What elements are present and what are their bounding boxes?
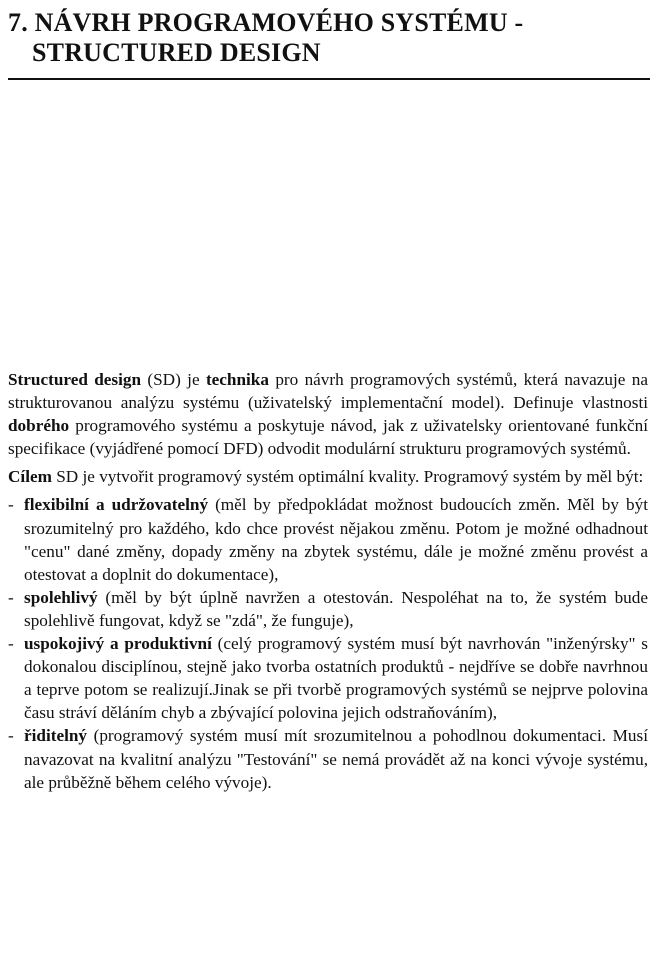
list-item-term: flexibilní a udržovatelný xyxy=(24,495,209,515)
list-item xyxy=(8,586,648,632)
para1-text-3: programového systému a poskytuje návod, jak z uživatelsky orientované funkční specifikace (vyjádřené pomocí DFD) odvodit modulární strukturu programových systémů. xyxy=(8,416,648,459)
chapter-heading-line1: 7. NÁVRH PROGRAMOVÉHO SYSTÉMU - xyxy=(8,8,524,37)
list-item-text: (celý programový systém musí být navrhován "inženýrsky" s dokonalou disciplínou, stejně jako tvorba ostatních produktů - nejdříve se dobře navrhnou a teprve potom se realizují.Jinak se při tvorbě programových systémů se nejprve polovina času stráví děláním chyb a zbývající polovina jejich odstraňováním), xyxy=(24,634,648,723)
para1-text-2: pro návrh programových systémů, která navazuje na strukturovanou analýzu systému (uživatelský implementační model). Definuje vlastnosti xyxy=(8,370,648,413)
list-dash: - xyxy=(8,495,14,515)
list-item xyxy=(8,493,648,585)
list-item-term: spolehlivý xyxy=(24,587,98,607)
list-dash: - xyxy=(8,634,14,654)
list-item xyxy=(8,724,648,793)
list-dash: - xyxy=(8,726,14,746)
paragraph-goal xyxy=(8,465,648,488)
body-text xyxy=(8,368,648,794)
list-item-term: uspokojivý a produktivní xyxy=(24,634,212,654)
list-item-text: (programový systém musí mít srozumitelnou a pohodlnou dokumentaci. Musí navazovat na kvalitní analýzu "Testování" se nemá provádět až na konci vývoje systému, ale průběžně během celého vývoje). xyxy=(24,726,648,792)
list-item-text: (měl by předpokládat možnost budoucích změn. Měl by být srozumitelný pro každého, kdo chce provést nějakou změnu. Potom je možné odhadnout "cenu" dané změny, dopady změny na zbytek systému, dále je možné změnu provést a otestovat a doplnit do dokumentace), xyxy=(24,495,648,584)
term-dobreho: dobrého xyxy=(8,416,70,436)
term-cilem: Cílem xyxy=(8,467,52,487)
heading-rule xyxy=(8,78,650,80)
term-technika: technika xyxy=(205,370,269,389)
list-dash: - xyxy=(8,587,14,607)
list-item xyxy=(8,632,648,724)
chapter-heading xyxy=(8,8,648,68)
chapter-heading-line2: STRUCTURED DESIGN xyxy=(32,38,321,67)
para1-text-1: (SD) je xyxy=(141,370,206,389)
quality-list xyxy=(8,493,648,793)
term-structured-design: Structured design xyxy=(8,370,142,389)
para2-text-1: SD je vytvořit programový systém optimální kvality. Programový systém by měl být: xyxy=(51,467,644,487)
paragraph-intro xyxy=(8,368,648,460)
list-item-text: (měl by být úplně navržen a otestován. Nespoléhat na to, že systém bude spolehlivě fungovat, když se "zdá", že funguje), xyxy=(24,587,648,630)
list-item-term: řiditelný xyxy=(24,726,88,746)
